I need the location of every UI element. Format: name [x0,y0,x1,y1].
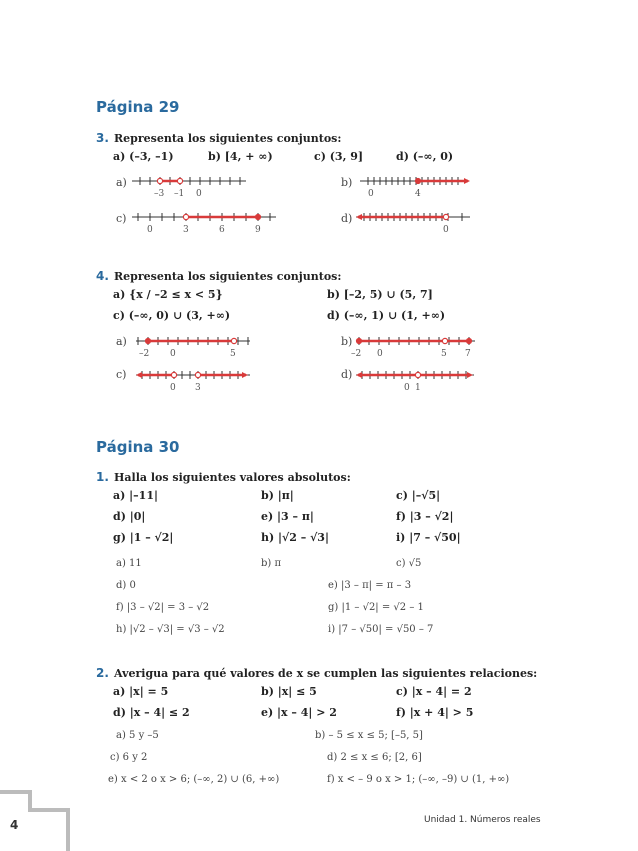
ex4-item-c: c) (–∞, 0) ∪ (3, +∞) [113,309,231,322]
tick-label: 0 [170,383,176,393]
ex1-item-e: e) |3 – π| [261,510,314,523]
exercise-3-header [96,127,341,146]
ex4-item-a: a) {x / –2 ≤ x < 5} [113,288,223,301]
exercise-number: 2. [96,666,109,680]
ex1-answer-d: d) 0 [116,580,136,591]
page-30-heading: Página 30 [96,438,180,456]
ex3-item-d: d) (–∞, 0) [396,150,454,163]
corner-decoration [0,790,30,794]
tick-label: –2 [139,349,150,359]
page-number: 4 [10,818,19,832]
ex4-item-b: b) [–2, 5) ∪ (5, 7] [327,288,433,301]
tick-label: 0 [368,189,374,199]
ex2-answer-a: a) 5 y –5 [116,730,159,741]
tick-label: 9 [255,225,261,235]
exercise-2-header [96,662,537,681]
ex3-label-a: a) [116,176,127,189]
exercise-4-header [96,265,341,284]
ex3-label-b: b) [341,176,353,189]
ex1-item-i: i) |7 – √50| [396,531,461,544]
exercise-number: 3. [96,131,109,145]
unit-footer: Unidad 1. Números reales [424,815,541,825]
ex2-item-c: c) |x – 4| = 2 [396,685,472,698]
ex4-number-line-d [354,366,479,392]
tick-label: 0 [443,225,449,235]
ex3-item-b: b) [4, + ∞) [208,150,273,163]
ex1-item-b: b) |π| [261,489,294,502]
ex4-label-a: a) [116,335,127,348]
ex4-label-b: b) [341,335,353,348]
ex1-answer-c: c) √5 [396,558,422,569]
exercise-number: 1. [96,470,109,484]
ex3-number-line-b [358,172,473,198]
ex2-item-d: d) |x – 4| ≤ 2 [113,706,190,719]
corner-decoration [66,808,70,851]
tick-label: 1 [415,383,421,393]
tick-label: 4 [415,189,421,199]
ex4-item-d: d) (–∞, 1) ∪ (1, +∞) [327,309,446,322]
ex4-label-d: d) [341,368,353,381]
ex2-item-b: b) |x| ≤ 5 [261,685,317,698]
ex1-answer-i: i) |7 – √50| = √50 – 7 [328,624,434,635]
ex2-answer-d: d) 2 ≤ x ≤ 6; [2, 6] [327,752,422,763]
tick-label: 5 [230,349,236,359]
ex2-answer-c: c) 6 y 2 [110,752,148,763]
page-29-heading: Página 29 [96,98,180,116]
exercise-number: 4. [96,269,109,283]
exercise-title: Averigua para qué valores de x se cumplen las siguientes relaciones: [114,667,538,680]
ex2-answer-b: b) – 5 ≤ x ≤ 5; [–5, 5] [315,730,423,741]
ex1-answer-h: h) |√2 – √3| = √3 – √2 [116,624,225,635]
exercise-1-header [96,466,351,485]
ex3-item-a: a) (–3, –1) [113,150,174,163]
ex3-number-line-a [130,172,250,198]
ex1-answer-g: g) |1 – √2| = √2 – 1 [328,602,424,613]
ex2-answer-e: e) x < 2 o x > 6; (–∞, 2) ∪ (6, +∞) [108,774,280,785]
ex3-item-c: c) (3, 9] [314,150,364,163]
exercise-title: Representa los siguientes conjuntos: [114,270,342,283]
tick-label: 3 [183,225,189,235]
ex1-item-d: d) |0| [113,510,146,523]
ex3-label-c: c) [116,212,127,225]
tick-label: 0 [196,189,202,199]
ex1-answer-e: e) |3 – π| = π – 3 [328,580,412,591]
tick-label: 0 [170,349,176,359]
ex1-answer-a: a) 11 [116,558,142,569]
ex4-number-line-c [134,366,254,392]
ex1-item-h: h) |√2 – √3| [261,531,329,544]
exercise-title: Halla los siguientes valores absolutos: [114,471,351,484]
ex4-label-c: c) [116,368,127,381]
exercise-title: Representa los siguientes conjuntos: [114,132,342,145]
ex4-number-line-a [134,332,254,358]
tick-label: 3 [195,383,201,393]
tick-label: 0 [404,383,410,393]
ex1-item-c: c) |–√5| [396,489,441,502]
tick-label: 7 [465,349,471,359]
tick-label: 5 [441,349,447,359]
ex3-label-d: d) [341,212,353,225]
ex1-answer-b: b) π [261,558,282,569]
ex2-item-a: a) |x| = 5 [113,685,169,698]
ex2-item-e: e) |x – 4| > 2 [261,706,337,719]
ex1-item-a: a) |–11| [113,489,158,502]
ex4-number-line-b [351,332,480,359]
tick-label: –2 [351,349,362,359]
ex1-item-g: g) |1 – √2| [113,531,174,544]
corner-decoration [28,808,70,812]
ex3-number-line-c [130,208,280,234]
tick-label: 6 [219,225,225,235]
tick-label: 0 [147,225,153,235]
tick-label: 0 [377,349,383,359]
ex1-item-f: f) |3 – √2| [396,510,454,523]
ex2-answer-f: f) x < – 9 o x > 1; (–∞, –9) ∪ (1, +∞) [327,774,510,785]
ex3-number-line-d [354,208,474,234]
ex2-item-f: f) |x + 4| > 5 [396,706,474,719]
ex1-answer-f: f) |3 – √2| = 3 – √2 [116,602,210,613]
tick-label: –3 [154,189,165,199]
tick-label: –1 [174,189,185,199]
